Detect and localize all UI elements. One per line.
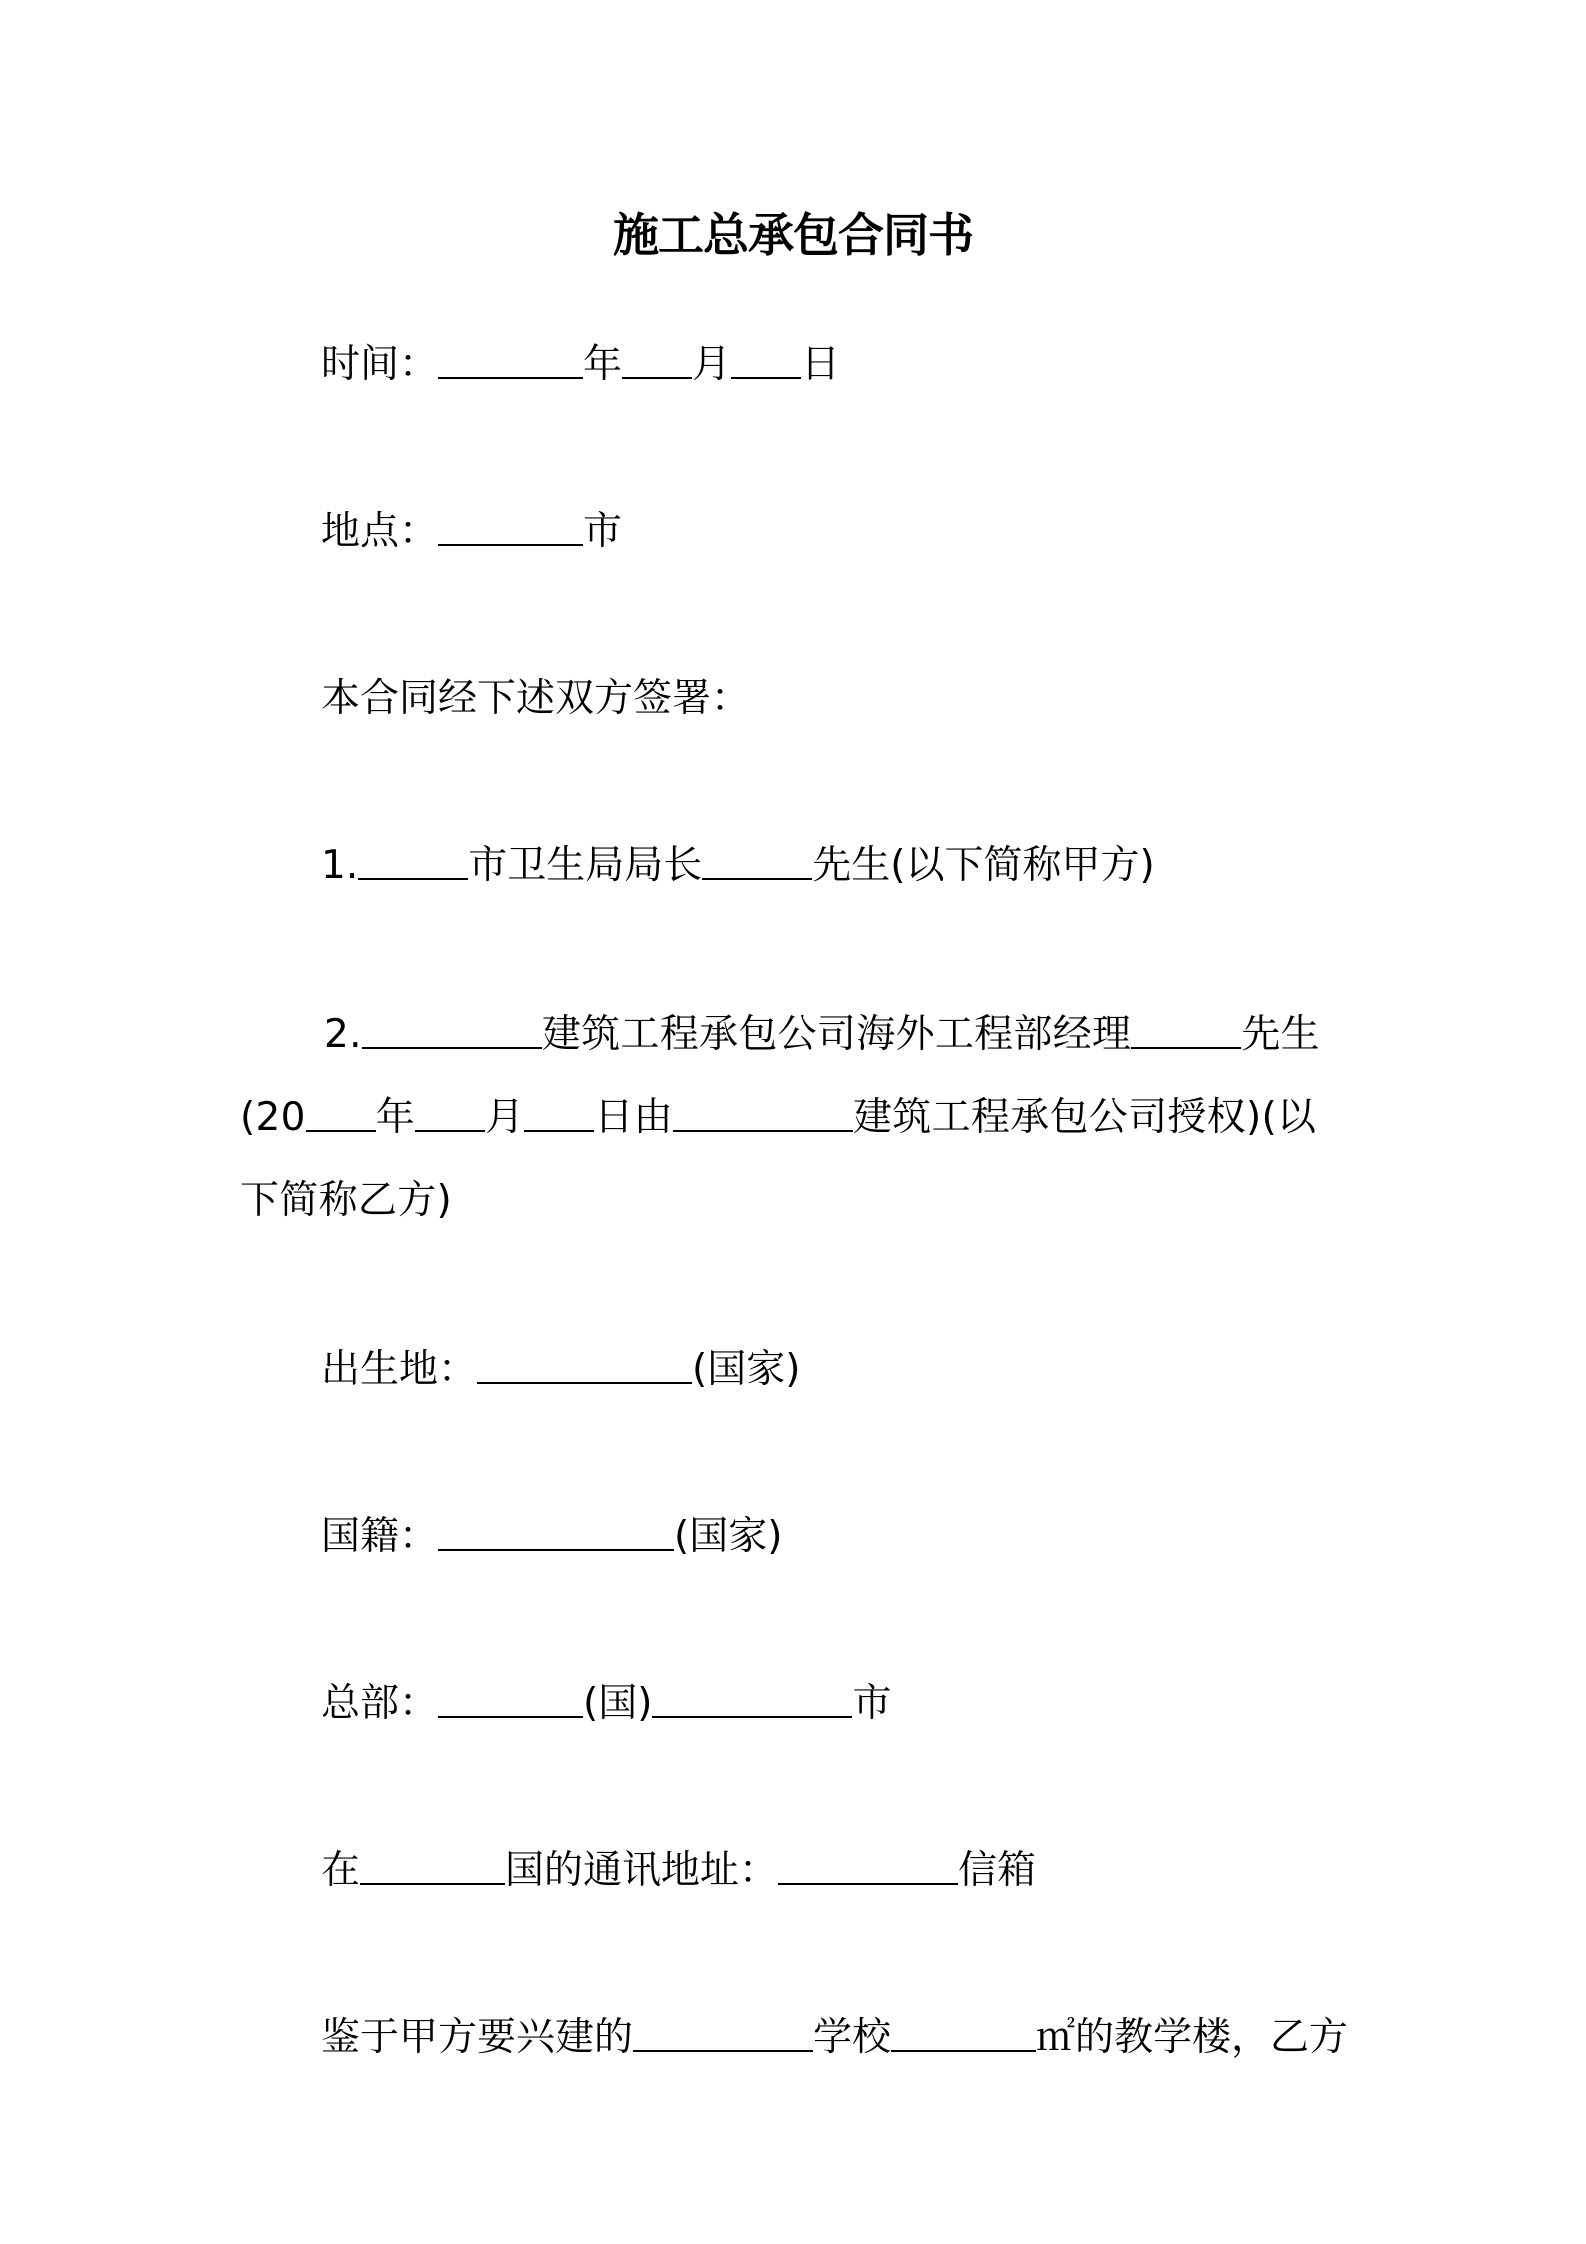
area-blank <box>891 2013 1036 2052</box>
time-line: 时间： 年 月 日 <box>321 337 840 393</box>
headquarters-line: 总部： (国) 市 <box>321 1676 891 1732</box>
auth-month-blank <box>415 1093 485 1132</box>
address-country-blank <box>360 1846 505 1885</box>
day-blank <box>731 340 801 379</box>
hq-city-blank <box>652 1679 852 1718</box>
birthplace-blank <box>477 1345 692 1384</box>
place-line: 地点： 市 <box>321 504 622 560</box>
auth-day-blank <box>524 1093 594 1132</box>
director-name-blank <box>702 841 812 880</box>
intro-line: 本合同经下述双方签署： <box>321 676 751 721</box>
address-line: 在 国的通讯地址： 信箱 <box>321 1843 1036 1899</box>
birthplace-line: 出生地： (国家) <box>321 1342 800 1398</box>
hq-country-blank <box>438 1679 583 1718</box>
school-name-blank <box>633 2013 813 2052</box>
party-b-paragraph: 2. 建筑工程承包公司海外工程部经理 先生(20 年 月 日由 建筑工程承包公司授权)(以下简称乙方) <box>240 993 1355 1242</box>
city-blank <box>438 507 583 546</box>
month-blank <box>622 340 692 379</box>
company-name-blank <box>362 1010 542 1049</box>
nationality-line: 国籍： (国家) <box>321 1509 782 1565</box>
manager-name-blank <box>1131 1010 1241 1049</box>
party-a-line: 1. 市卫生局局长 先生(以下简称甲方) <box>321 838 1155 894</box>
nationality-blank <box>438 1512 674 1551</box>
document-title: 施工总承包合同书 <box>613 208 973 262</box>
auth-year-blank <box>306 1093 376 1132</box>
year-blank <box>438 340 583 379</box>
city-name-blank <box>358 841 468 880</box>
auth-company-blank <box>673 1093 853 1132</box>
mailbox-blank <box>778 1846 958 1885</box>
whereas-line: 鉴于甲方要兴建的 学校 ㎡的教学楼，乙方 <box>321 2010 1348 2066</box>
